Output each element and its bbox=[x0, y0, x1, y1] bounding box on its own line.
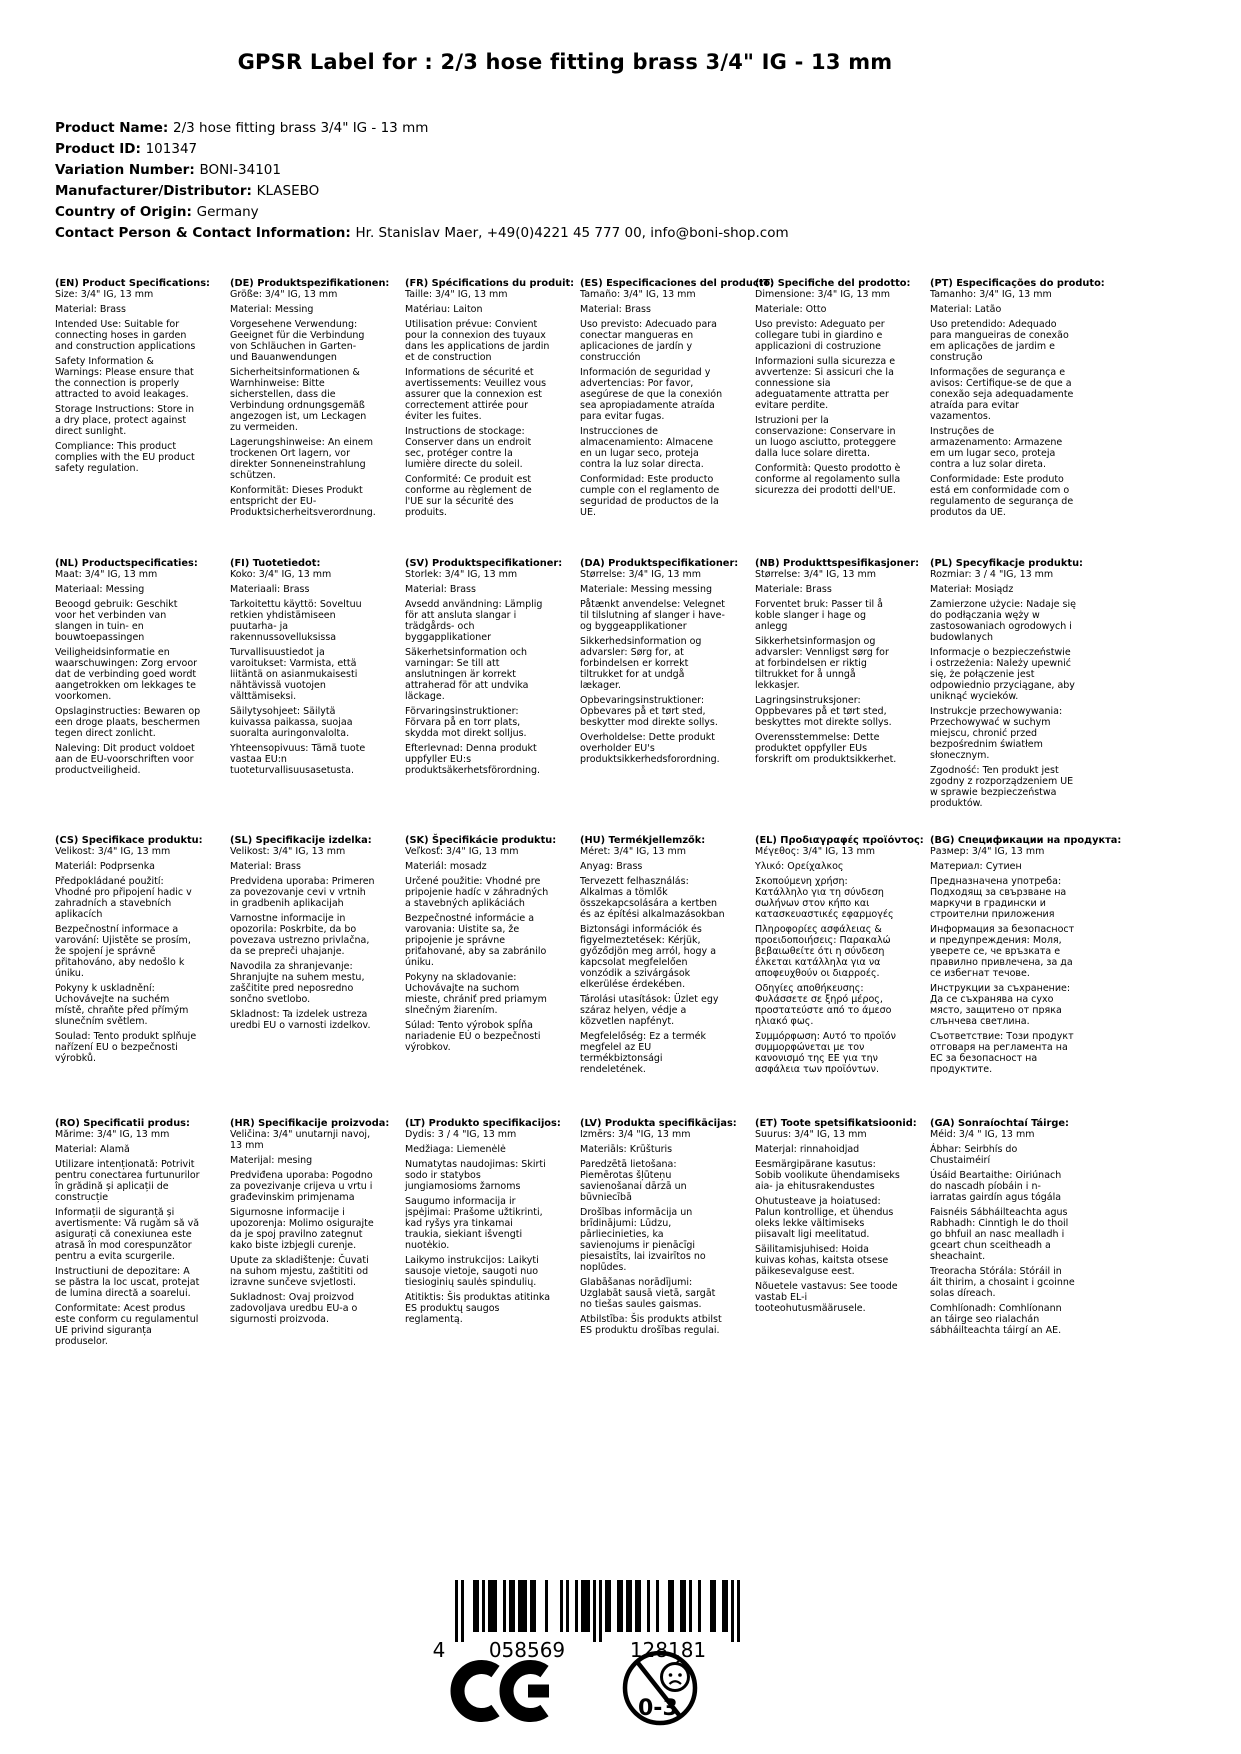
spec-block-header: (PT) Especificações do produto: bbox=[930, 278, 1105, 289]
spec-paragraph: Предназначена употреба: Подходящ за свързване на маркучи в градински и строителни приложения bbox=[930, 876, 1067, 920]
page-title: GPSR Label for : 2/3 hose fitting brass 3/4" IG - 13 mm bbox=[237, 50, 893, 74]
spec-paragraph: Størrelse: 3/4" IG, 13 mm bbox=[580, 569, 701, 580]
spec-paragraph: Pokyny na skladovanie: Uchovávajte na suchom mieste, chrániť pred priamym slnečným žiarením. bbox=[405, 972, 547, 1016]
spec-block-header: (RO) Specificatii produs: bbox=[55, 1118, 190, 1129]
spec-paragraph: Informações de segurança e avisos: Certifique-se de que a conexão seja adequadamente atraída para evitar vazamentos. bbox=[930, 367, 1074, 422]
spec-paragraph: Velikost: 3/4" IG, 13 mm bbox=[55, 846, 171, 857]
product-info-row bbox=[55, 202, 789, 223]
product-info-row bbox=[55, 223, 789, 244]
spec-paragraph: Intended Use: Suitable for connecting hoses in garden and construction applications bbox=[55, 319, 196, 352]
spec-grid bbox=[55, 278, 1122, 1347]
spec-paragraph: Materiál: Podprsenka bbox=[55, 861, 155, 872]
product-info-label: Product Name: bbox=[55, 120, 173, 136]
spec-paragraph: Izmērs: 3/4 "IG, 13 mm bbox=[580, 1129, 691, 1140]
spec-paragraph: Materiale: Otto bbox=[755, 304, 827, 315]
spec-block bbox=[580, 1118, 737, 1347]
spec-paragraph: Informations de sécurité et avertissements: Veuillez vous assurer que la connexion est correctement attirée pour éviter les fuites. bbox=[405, 367, 547, 422]
spec-block-body bbox=[930, 846, 1076, 1075]
spec-paragraph: Material: Messing bbox=[230, 304, 314, 315]
spec-paragraph: Съответствие: Този продукт отговаря на регламента на ЕС за безопасност на продуктите. bbox=[930, 1031, 1074, 1075]
spec-paragraph: Biztonsági információk és figyelmeztetések: Kérjük, győződjön meg arról, hogy a kapcsolat megfelelően vonzódik a szivárgások elkerülése érdekében. bbox=[580, 924, 717, 990]
spec-block-body bbox=[580, 1129, 726, 1336]
barcode-left-digit: 4 bbox=[432, 1638, 446, 1662]
spec-block-header: (FI) Tuotetiedot: bbox=[230, 558, 321, 569]
spec-paragraph: Informații de siguranță și avertismente: Vă rugăm să vă asigurați că conexiunea este atrasă în mod corespunzător pentru a evita scurgerile. bbox=[55, 1207, 200, 1262]
spec-block-header: (HU) Termékjellemzők: bbox=[580, 835, 706, 846]
spec-paragraph: Avsedd användning: Lämplig för att ansluta slangar i trädgårds- och byggapplikationer bbox=[405, 599, 543, 643]
product-info-label: Product ID: bbox=[55, 141, 146, 157]
spec-block bbox=[930, 835, 1122, 1118]
spec-paragraph: Ábhar: Seirbhís do Chustaiméirí bbox=[930, 1144, 1018, 1166]
spec-paragraph: Utilizare intenționată: Potrivit pentru conectarea furtunurilor în grădină și aplicații de construcție bbox=[55, 1159, 200, 1203]
spec-paragraph: Nõuetele vastavus: See toode vastab EL-i tooteohutusmäärusele. bbox=[755, 1281, 898, 1314]
spec-block bbox=[405, 1118, 561, 1347]
spec-paragraph: Bezpečnostné informácie a varovania: Uistite sa, že pripojenie je správne priťahované, aby sa zabránilo úniku. bbox=[405, 913, 547, 968]
spec-block-header: (LV) Produkta specifikācijas: bbox=[580, 1118, 737, 1129]
spec-block-body bbox=[230, 1129, 376, 1325]
spec-paragraph: Súlad: Tento výrobok spĺňa nariadenie EÚ o bezpečnosti výrobkov. bbox=[405, 1020, 541, 1053]
spec-paragraph: Инструкции за съхранение: Да се съхранява на сухо място, защитено от пряка слънчева светлина. bbox=[930, 983, 1071, 1027]
spec-paragraph: Turvallisuustiedot ja varoitukset: Varmista, että liitäntä on asianmukaisesti nähtävissä vuotojen välttämiseksi. bbox=[230, 647, 358, 702]
spec-paragraph: Forventet bruk: Passer til å koble slanger i hage og anlegg bbox=[755, 599, 883, 632]
spec-paragraph: Dydis: 3 / 4 "IG, 13 mm bbox=[405, 1129, 517, 1140]
barcode-area bbox=[425, 1580, 755, 1662]
spec-paragraph: Lagerungshinweise: An einem trockenen Ort lagern, vor direkter Sonneneinstrahlung schützen. bbox=[230, 437, 374, 481]
spec-paragraph: Úsáid Beartaithe: Oiriúnach do nascadh píobáin i n-iarratas gairdín agus tógála bbox=[930, 1170, 1062, 1203]
spec-paragraph: Size: 3/4" IG, 13 mm bbox=[55, 289, 154, 300]
spec-block-body bbox=[55, 289, 201, 474]
spec-block-header: (EL) Προδιαγραφές προϊόντος: bbox=[755, 835, 924, 846]
spec-paragraph: Material: Alamă bbox=[55, 1144, 130, 1155]
spec-paragraph: Zgodność: Ten produkt jest zgodny z rozporządzeniem UE w sprawie bezpieczeństwa produktów. bbox=[930, 765, 1074, 809]
spec-paragraph: Förvaringsinstruktioner: Förvara på en torr plats, skydda mot direkt solljus. bbox=[405, 706, 527, 739]
product-info-label: Contact Person & Contact Information: bbox=[55, 225, 356, 241]
spec-paragraph: Conformidade: Este produto está em conformidade com o regulamento de segurança de produtos da UE. bbox=[930, 474, 1074, 518]
spec-block bbox=[55, 278, 210, 558]
spec-paragraph: Treoracha Stórála: Stóráil in áit thirim, a chosaint i gcoinne solas díreach. bbox=[930, 1266, 1075, 1299]
spec-paragraph: Upute za skladištenje: Čuvati na suhom mjestu, zaštititi od izravne sunčeve svjetlosti. bbox=[230, 1255, 369, 1288]
product-info-label: Manufacturer/Distributor: bbox=[55, 183, 257, 199]
spec-block bbox=[580, 278, 775, 558]
spec-paragraph: Veľkosť: 3/4" IG, 13 mm bbox=[405, 846, 519, 857]
spec-paragraph: Uso previsto: Adecuado para conectar mangueras en aplicaciones de jardín y construcción bbox=[580, 319, 717, 363]
spec-block-body bbox=[230, 846, 376, 1031]
spec-paragraph: Storlek: 3/4" IG, 13 mm bbox=[405, 569, 518, 580]
spec-block-header: (SV) Produktspecifikationer: bbox=[405, 558, 563, 569]
spec-block-body bbox=[755, 1129, 901, 1314]
spec-paragraph: Instructions de stockage: Conserver dans un endroit sec, protéger contre la lumière directe du soleil. bbox=[405, 426, 532, 470]
spec-paragraph: Overholdelse: Dette produkt overholder EU's produktsikkerhedsforordning. bbox=[580, 732, 720, 765]
spec-paragraph: Material: Brass bbox=[405, 584, 476, 595]
spec-block-header: (ET) Toote spetsifikatsioonid: bbox=[755, 1118, 917, 1129]
spec-block bbox=[580, 835, 726, 1118]
spec-paragraph: Velikost: 3/4" IG, 13 mm bbox=[230, 846, 346, 857]
product-info-value: Germany bbox=[196, 204, 259, 220]
spec-paragraph: Maat: 3/4" IG, 13 mm bbox=[55, 569, 158, 580]
spec-paragraph: Materiale: Brass bbox=[755, 584, 832, 595]
spec-paragraph: Laikymo instrukcijos: Laikyti sausoje vietoje, saugoti nuo tiesioginių saulės spindulių. bbox=[405, 1255, 539, 1288]
spec-paragraph: Megfelelőség: Ez a termék megfelel az EU termékbiztonsági rendeletének. bbox=[580, 1031, 707, 1075]
spec-block-header: (SL) Specifikacije izdelka: bbox=[230, 835, 372, 846]
spec-paragraph: Sicherheitsinformationen & Warnhinweise: Bitte sicherstellen, dass die Verbindung ordnungsgemäß angezogen ist, um Leckagen zu vermeiden. bbox=[230, 367, 367, 433]
spec-paragraph: Instructiuni de depozitare: A se păstra la loc uscat, protejat de lumina directă a soarelui. bbox=[55, 1266, 200, 1299]
spec-paragraph: Conformità: Questo prodotto è conforme al regolamento sulla sicurezza dei prodotti dell'UE. bbox=[755, 463, 901, 496]
spec-paragraph: Sigurnosne informacije i upozorenja: Molimo osigurajte da je spoj pravilno zategnut kako biste izbjegli curenje. bbox=[230, 1207, 374, 1251]
product-info-row bbox=[55, 160, 789, 181]
spec-paragraph: Tarkoitettu käyttö: Soveltuu retkien yhdistämiseen puutarha- ja rakennussovelluksissa bbox=[230, 599, 362, 643]
spec-paragraph: Méret: 3/4" IG, 13 mm bbox=[580, 846, 687, 857]
spec-paragraph: Material: Brass bbox=[580, 304, 651, 315]
barcode-left-group: 058569 bbox=[488, 1638, 566, 1662]
spec-block bbox=[755, 558, 919, 835]
age-warning-label: 0-3 bbox=[638, 1696, 678, 1721]
barcode-right-group: 128181 bbox=[629, 1638, 707, 1662]
spec-paragraph: Tamaño: 3/4" IG, 13 mm bbox=[580, 289, 696, 300]
spec-paragraph: Materiale: Messing messing bbox=[580, 584, 712, 595]
spec-block-header: (FR) Spécifications du produit: bbox=[405, 278, 575, 289]
product-info-value: 2/3 hose fitting brass 3/4" IG - 13 mm bbox=[173, 120, 429, 136]
spec-paragraph: Rozmiar: 3 / 4 "IG, 13 mm bbox=[930, 569, 1054, 580]
spec-paragraph: Storage Instructions: Store in a dry place, protect against direct sunlight. bbox=[55, 404, 194, 437]
spec-block-body bbox=[755, 289, 901, 496]
spec-paragraph: Lagringsinstruksjoner: Oppbevares på et tørt sted, beskyttes mot direkte sollys. bbox=[755, 695, 892, 728]
spec-block bbox=[55, 558, 201, 835]
product-info-value: Hr. Stanislav Maer, +49(0)4221 45 777 00, info@boni-shop.com bbox=[355, 225, 789, 241]
spec-paragraph: Material: Brass bbox=[55, 304, 126, 315]
spec-paragraph: Säkerhetsinformation och varningar: Se till att anslutningen är korrekt attraherad för att undvika läckage. bbox=[405, 647, 529, 702]
spec-block-body bbox=[930, 1129, 1076, 1336]
spec-block-header: (SK) Špecifikácie produktu: bbox=[405, 835, 557, 846]
spec-block-body bbox=[580, 569, 726, 765]
spec-paragraph: Материал: Сутиен bbox=[930, 861, 1022, 872]
spec-paragraph: Conformité: Ce produit est conforme au règlement de l'UE sur la sécurité des produits. bbox=[405, 474, 532, 518]
spec-paragraph: Σκοπούμενη χρήση: Κατάλληλο για τη σύνδεση σωλήνων στον κήπο και κατασκευαστικές εφαρμογές bbox=[755, 876, 894, 920]
spec-paragraph: Veiligheidsinformatie en waarschuwingen: Zorg ervoor dat de verbinding goed wordt aangetrokken om lekkages te voorkomen. bbox=[55, 647, 198, 702]
spec-paragraph: Zamierzone użycie: Nadaje się do podłączania węży w zastosowaniach ogrodowych i budowlanych bbox=[930, 599, 1076, 643]
spec-paragraph: Uso previsto: Adeguato per collegare tubi in giardino e applicazioni di costruzione bbox=[755, 319, 885, 352]
spec-paragraph: Safety Information & Warnings: Please ensure that the connection is properly attracted to avoid leakages. bbox=[55, 356, 194, 400]
spec-block bbox=[930, 558, 1083, 835]
spec-paragraph: Atbilstība: Šis produkts atbilst ES produktu drošības regulai. bbox=[580, 1314, 722, 1336]
spec-paragraph: Υλικό: Ορείχαλκος bbox=[755, 861, 844, 872]
spec-block bbox=[405, 558, 563, 835]
spec-block-body bbox=[580, 846, 726, 1075]
spec-paragraph: Určené použitie: Vhodné pre pripojenie hadíc v záhradných a stavebných aplikáciách bbox=[405, 876, 549, 909]
spec-paragraph: Bezpečnostní informace a varování: Ujistěte se prosím, že spojení je správně přitahováno, aby nedošlo k úniku. bbox=[55, 924, 191, 979]
spec-paragraph: Atitiktis: Šis produktas atitinka ES produktų saugos reglamentą. bbox=[405, 1292, 551, 1325]
spec-block bbox=[930, 1118, 1076, 1347]
spec-paragraph: Tervezett felhasználás: Alkalmas a tömlők összekapcsolására a kertben és az építési alkalmazásokban bbox=[580, 876, 725, 920]
spec-block-header: (ES) Especificaciones del producto: bbox=[580, 278, 775, 289]
spec-block bbox=[580, 558, 739, 835]
spec-paragraph: Opslaginstructies: Bewaren op een droge plaats, beschermen tegen direct zonlicht. bbox=[55, 706, 201, 739]
spec-paragraph: Sikkerhedsinformation og advarsler: Sørg for, at forbindelsen er korrekt tiltrukket for at undgå lækager. bbox=[580, 636, 702, 691]
spec-block-header: (EN) Product Specifications: bbox=[55, 278, 210, 289]
spec-paragraph: Säilitamisjuhised: Hoida kuivas kohas, kaitsta otsese päikesevalguse eest. bbox=[755, 1244, 889, 1277]
spec-block-body bbox=[405, 289, 551, 518]
spec-block bbox=[930, 278, 1105, 558]
spec-block-header: (BG) Спецификации на продукта: bbox=[930, 835, 1122, 846]
spec-paragraph: Οδηγίες αποθήκευσης: Φυλάσσετε σε ξηρό μέρος, προστατεύστε από το άμεσο ηλιακό φως. bbox=[755, 983, 892, 1027]
product-info-value: BONI-34101 bbox=[199, 162, 281, 178]
spec-paragraph: Opbevaringsinstruktioner: Opbevares på et tørt sted, beskytter mod direkte sollys. bbox=[580, 695, 718, 728]
spec-paragraph: Anyag: Brass bbox=[580, 861, 643, 872]
spec-paragraph: Sukladnost: Ovaj proizvod zadovoljava uredbu EU-a o sigurnosti proizvoda. bbox=[230, 1292, 358, 1325]
spec-block-body bbox=[55, 846, 201, 1064]
spec-paragraph: Faisnéis Sábháilteachta agus Rabhadh: Cinntigh le do thoil go bhfuil an nasc mealladh i gceart chun sceitheadh a sheachaint. bbox=[930, 1207, 1069, 1262]
spec-paragraph: Mărime: 3/4" IG, 13 mm bbox=[55, 1129, 170, 1140]
spec-paragraph: Materiał: Mosiądz bbox=[930, 584, 1014, 595]
spec-paragraph: Saugumo informacija ir įspėjimai: Prašome užtikrinti, kad ryšys yra tinkamai traukia, siekiant išvengti nuotėkio. bbox=[405, 1196, 543, 1251]
spec-paragraph: Předpokládané použití: Vhodné pro připojení hadic v zahradních a stavebních aplikacích bbox=[55, 876, 192, 920]
spec-paragraph: Materiál: mosadz bbox=[405, 861, 487, 872]
spec-paragraph: Glabāšanas norādījumi: Uzglabāt sausā vietā, sargāt no tiešas saules gaismas. bbox=[580, 1277, 716, 1310]
spec-block-body bbox=[930, 289, 1076, 518]
spec-paragraph: Materijal: mesing bbox=[230, 1155, 313, 1166]
spec-paragraph: Instruções de armazenamento: Armazene em um lugar seco, proteja contra a luz solar direta. bbox=[930, 426, 1063, 470]
spec-paragraph: Matériau: Laiton bbox=[405, 304, 483, 315]
spec-paragraph: Predviđena uporaba: Pogodno za povezivanje crijeva u vrtu i građevinskim primjenama bbox=[230, 1170, 373, 1203]
spec-block bbox=[55, 1118, 201, 1347]
spec-paragraph: Sikkerhetsinformasjon og advarsler: Vennligst sørg for at forbindelsen er riktig tiltrukket for å unngå lekkasjer. bbox=[755, 636, 889, 691]
spec-paragraph: Drošības informācija un brīdinājumi: Lūdzu, pārliecinieties, ka savienojums ir pienācīgi piesaistīts, lai izvairītos no noplūdes. bbox=[580, 1207, 706, 1273]
spec-paragraph: Μέγεθος: 3/4" IG, 13 mm bbox=[755, 846, 876, 857]
spec-block-body bbox=[405, 569, 551, 776]
spec-paragraph: Συμμόρφωση: Αυτό το προϊόν συμμορφώνεται με τον κανονισμό της ΕΕ για την ασφάλεια των προϊόντων. bbox=[755, 1031, 896, 1075]
spec-block-header: (LT) Produkto specifikacijos: bbox=[405, 1118, 561, 1129]
spec-block-header: (NB) Produkttspesifikasjoner: bbox=[755, 558, 919, 569]
spec-block-body bbox=[755, 569, 901, 765]
spec-paragraph: Beoogd gebruik: Geschikt voor het verbinden van slangen in tuin- en bouwtoepassingen bbox=[55, 599, 178, 643]
spec-paragraph: Materiaali: Brass bbox=[230, 584, 310, 595]
spec-paragraph: Compliance: This product complies with the EU product safety regulation. bbox=[55, 441, 195, 474]
ce-mark-icon bbox=[450, 1658, 555, 1724]
spec-block-header: (GA) Sonraíochtaí Táirge: bbox=[930, 1118, 1069, 1129]
spec-paragraph: Suurus: 3/4" IG, 13 mm bbox=[755, 1129, 867, 1140]
spec-paragraph: Comhlíonadh: Comhlíonann an táirge seo rialachán sábháilteachta táirgí an AE. bbox=[930, 1303, 1062, 1336]
spec-block bbox=[230, 1118, 390, 1347]
spec-block-body bbox=[930, 569, 1076, 809]
product-info-value: KLASEBO bbox=[256, 183, 320, 199]
spec-paragraph: Påtænkt anvendelse: Velegnet til tilslutning af slanger i have- og byggeapplikationer bbox=[580, 599, 726, 632]
spec-paragraph: Materiaal: Messing bbox=[55, 584, 145, 595]
spec-paragraph: Instrucciones de almacenamiento: Almacene en un lugar seco, proteja contra la luz solar directa. bbox=[580, 426, 714, 470]
spec-paragraph: Skladnost: Ta izdelek ustreza uredbi EU o varnosti izdelkov. bbox=[230, 1009, 371, 1031]
spec-block-header: (CS) Specifikace produktu: bbox=[55, 835, 203, 846]
spec-paragraph: Eesmärgipärane kasutus: Sobib voolikute ühendamiseks aia- ja ehitusrakendustes bbox=[755, 1159, 900, 1192]
spec-paragraph: Naleving: Dit product voldoet aan de EU-voorschriften voor productveiligheid. bbox=[55, 743, 195, 776]
product-info-label: Variation Number: bbox=[55, 162, 200, 178]
spec-paragraph: Ohutusteave ja hoiatused: Palun kontrollige, et ühendus oleks lekke vältimiseks piisavalt ligi meelitatud. bbox=[755, 1196, 894, 1240]
spec-paragraph: Taille: 3/4" IG, 13 mm bbox=[405, 289, 508, 300]
spec-paragraph: Información de seguridad y advertencias: Por favor, asegúrese de que la conexión sea apropiadamente atraída para evitar fugas. bbox=[580, 367, 723, 422]
spec-paragraph: Πληροφορίες ασφάλειας & προειδοποιήσεις: Παρακαλώ βεβαιωθείτε ότι η σύνδεση έλκεται κατάλληλα για να αποφευχθούν οι διαρροές. bbox=[755, 924, 891, 979]
spec-paragraph: Paredzētā lietošana: Piemērotas šļūteņu savienošanai dārzā un būvniecībā bbox=[580, 1159, 687, 1203]
spec-paragraph: Conformidad: Este producto cumple con el reglamento de seguridad de productos de la UE. bbox=[580, 474, 720, 518]
spec-block-body bbox=[55, 569, 201, 776]
spec-paragraph: Materjal: rinnahoidjad bbox=[755, 1144, 860, 1155]
spec-paragraph: Информация за безопасност и предупреждения: Моля, уверете се, че връзката е правилно привлечена, за да се избегнат течове. bbox=[930, 924, 1075, 979]
spec-paragraph: Overensstemmelse: Dette produktet oppfyller EUs forskrift om produktsikkerhet. bbox=[755, 732, 897, 765]
spec-paragraph: Informazioni sulla sicurezza e avvertenze: Si assicuri che la connessione sia adeguatamente attratta per evitare perdite. bbox=[755, 356, 896, 411]
spec-paragraph: Materiāls: Krūšturis bbox=[580, 1144, 673, 1155]
spec-block-body bbox=[580, 289, 726, 518]
spec-paragraph: Tárolási utasítások: Üzlet egy száraz helyen, védje a közvetlen napfényt. bbox=[580, 994, 719, 1027]
spec-paragraph: Vorgesehene Verwendung: Geeignet für die Verbindung von Schläuchen in Garten- und Bauanwendungen bbox=[230, 319, 365, 363]
spec-block bbox=[405, 278, 575, 558]
product-info bbox=[55, 118, 789, 244]
spec-paragraph: Veličina: 3/4" unutarnji navoj, 13 mm bbox=[230, 1129, 371, 1151]
spec-paragraph: Instrukcje przechowywania: Przechowywać w suchym miejscu, chronić przed bezpośrednim światłem słonecznym. bbox=[930, 706, 1063, 761]
spec-block-header: (PL) Specyfikacje produktu: bbox=[930, 558, 1083, 569]
spec-paragraph: Méid: 3/4 " IG, 13 mm bbox=[930, 1129, 1035, 1140]
spec-paragraph: Predvidena uporaba: Primeren za povezovanje cevi v vrtnih in gradbenih aplikacijah bbox=[230, 876, 375, 909]
spec-block bbox=[55, 835, 201, 1118]
ean13-barcode bbox=[425, 1580, 755, 1662]
spec-paragraph: Medžiaga: Liemenėlė bbox=[405, 1144, 506, 1155]
spec-paragraph: Varnostne informacije in opozorila: Poskrbite, da bo povezava ustrezno privlačna, da se prepreči uhajanje. bbox=[230, 913, 370, 957]
spec-block-body bbox=[405, 846, 551, 1053]
spec-paragraph: Istruzioni per la conservazione: Conservare in un luogo asciutto, proteggere dalla luce solare diretta. bbox=[755, 415, 896, 459]
spec-paragraph: Informacje o bezpieczeństwie i ostrzeżenia: Należy upewnić się, że połączenie jest odpowiednio przyciągane, aby uniknąć wycieków. bbox=[930, 647, 1075, 702]
spec-paragraph: Tamanho: 3/4" IG, 13 mm bbox=[930, 289, 1052, 300]
product-info-row bbox=[55, 118, 789, 139]
spec-block-header: (DA) Produktspecifikationer: bbox=[580, 558, 739, 569]
spec-paragraph: Navodila za shranjevanje: Shranjujte na suhem mestu, zaščitite pred neposredno sončno svetlobo. bbox=[230, 961, 365, 1005]
product-info-value: 101347 bbox=[145, 141, 198, 157]
spec-paragraph: Numatytas naudojimas: Skirti sodo ir statybos jungiamosioms žarnoms bbox=[405, 1159, 546, 1192]
product-info-row bbox=[55, 139, 789, 160]
spec-block-body bbox=[230, 289, 376, 518]
spec-paragraph: Koko: 3/4" IG, 13 mm bbox=[230, 569, 332, 580]
spec-block-header: (NL) Productspecificaties: bbox=[55, 558, 198, 569]
spec-block bbox=[230, 835, 376, 1118]
spec-block-header: (HR) Specifikacije proizvoda: bbox=[230, 1118, 390, 1129]
spec-paragraph: Säilytysohjeet: Säilytä kuivassa paikassa, suojaa suoralta auringonvalolta. bbox=[230, 706, 353, 739]
spec-block bbox=[230, 278, 390, 558]
spec-paragraph: Pokyny k uskladnění: Uchovávejte na suchém místě, chraňte před přímým slunečním světlem. bbox=[55, 983, 189, 1027]
spec-block-body bbox=[755, 846, 901, 1075]
spec-paragraph: Konformität: Dieses Produkt entspricht der EU-Produktsicherheitsverordnung. bbox=[230, 485, 376, 518]
spec-paragraph: Utilisation prévue: Convient pour la connexion des tuyaux dans les applications de jardin et de construction bbox=[405, 319, 550, 363]
spec-block-body bbox=[230, 569, 376, 776]
spec-block bbox=[230, 558, 376, 835]
spec-block bbox=[755, 1118, 917, 1347]
spec-paragraph: Størrelse: 3/4" IG, 13 mm bbox=[755, 569, 876, 580]
product-info-label: Country of Origin: bbox=[55, 204, 197, 220]
spec-block bbox=[755, 278, 911, 558]
spec-paragraph: Размер: 3/4" IG, 13 mm bbox=[930, 846, 1045, 857]
spec-block-body bbox=[55, 1129, 201, 1347]
spec-paragraph: Material: Brass bbox=[230, 861, 301, 872]
spec-paragraph: Dimensione: 3/4" IG, 13 mm bbox=[755, 289, 891, 300]
spec-block bbox=[755, 835, 924, 1118]
age-warning-icon bbox=[620, 1648, 700, 1728]
spec-paragraph: Yhteensopivuus: Tämä tuote vastaa EU:n tuoteturvallisuusasetusta. bbox=[230, 743, 366, 776]
product-info-row bbox=[55, 181, 789, 202]
spec-block bbox=[405, 835, 557, 1118]
spec-paragraph: Soulad: Tento produkt splňuje nařízení EU o bezpečnosti výrobků. bbox=[55, 1031, 197, 1064]
spec-paragraph: Efterlevnad: Denna produkt uppfyller EU:s produktsäkerhetsförordning. bbox=[405, 743, 541, 776]
spec-paragraph: Material: Latão bbox=[930, 304, 1002, 315]
spec-paragraph: Conformitate: Acest produs este conform cu regulamentul UE privind siguranța produselor. bbox=[55, 1303, 199, 1347]
spec-block-header: (IT) Specifiche del prodotto: bbox=[755, 278, 911, 289]
spec-paragraph: Uso pretendido: Adequado para mangueiras de conexão em aplicações de jardim e construção bbox=[930, 319, 1069, 363]
spec-block-header: (DE) Produktspezifikationen: bbox=[230, 278, 390, 289]
spec-paragraph: Größe: 3/4" IG, 13 mm bbox=[230, 289, 338, 300]
baby-face-icon bbox=[662, 1664, 689, 1691]
spec-block-body bbox=[405, 1129, 551, 1325]
